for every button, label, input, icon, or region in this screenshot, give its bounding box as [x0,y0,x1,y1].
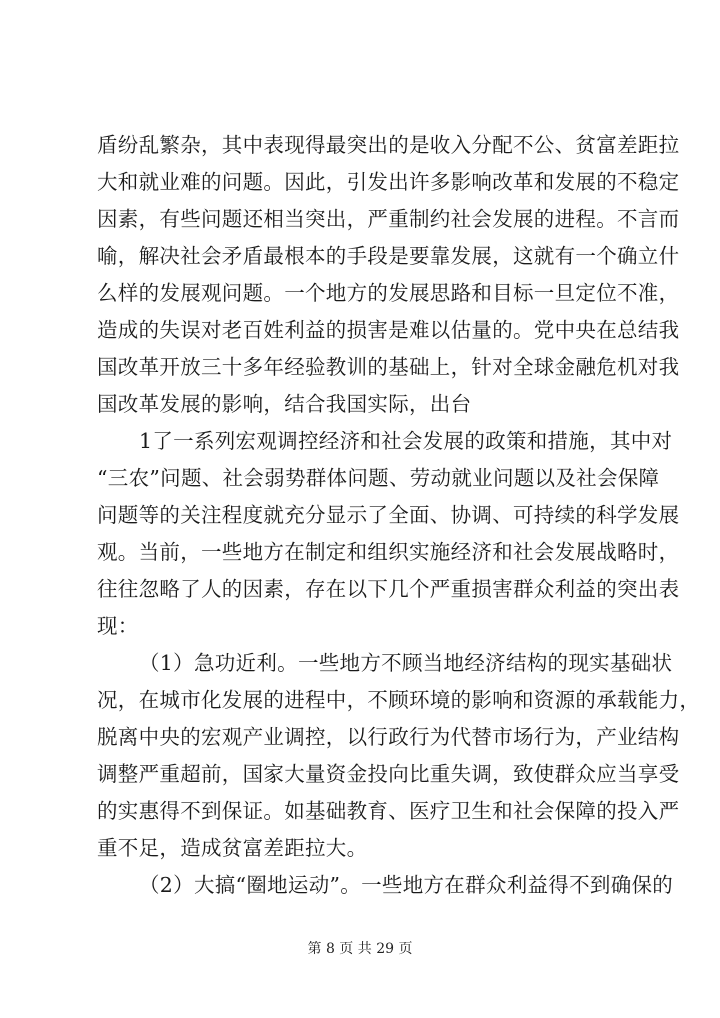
page-number-footer: 第 8 页 共 29 页 [307,941,413,957]
text-line: 么样的发展观问题。一个地方的发展思路和目标一旦定位不准， [97,281,680,305]
text-line: 的实惠得不到保证。如基础教育、医疗卫生和社会保障的投入严 [97,799,680,823]
text-line: 盾纷乱繁杂，其中表现得最突出的是收入分配不公、贫富差距拉 [97,133,680,157]
text-line: 调整严重超前，国家大量资金投向比重失调，致使群众应当享受 [97,762,680,786]
text-line: 观。当前，一些地方在制定和组织实施经济和社会发展战略时， [97,540,680,564]
text-line: （2）大搞“圈地运动”。一些地方在群众利益得不到确保的 [139,873,674,897]
text-line: 因素，有些问题还相当突出，严重制约社会发展的进程。不言而 [97,207,680,231]
text-line: 现： [97,614,139,638]
text-line: 大和就业难的问题。因此，引发出许多影响改革和发展的不稳定 [97,170,680,194]
text-line: 重不足，造成贫富差距拉大。 [97,836,368,860]
text-line: 喻，解决社会矛盾最根本的手段是要靠发展，这就有一个确立什 [97,244,680,268]
text-line: （1）急功近利。一些地方不顾当地经济结构的现实基础状 [139,651,673,675]
text-line: 往往忽略了人的因素，存在以下几个严重损害群众利益的突出表 [97,577,680,601]
text-line: 国改革发展的影响，结合我国实际，出台 [97,392,472,416]
text-line: 1了一系列宏观调控经济和社会发展的政策和措施，其中对 [139,429,673,453]
text-line: 造成的失误对老百姓利益的损害是难以估量的。党中央在总结我 [97,318,680,342]
text-line: 国改革开放三十多年经验教训的基础上，针对全球金融危机对我 [97,355,680,379]
text-line: 问题等的关注程度就充分显示了全面、协调、可持续的科学发展 [97,503,680,527]
text-line: “三农”问题、社会弱势群体问题、劳动就业问题以及社会保障 [97,466,660,490]
text-line: 脱离中央的宏观产业调控，以行政行为代替市场行为，产业结构 [97,725,680,749]
text-line: 况，在城市化发展的进程中，不顾环境的影响和资源的承载能力， [97,688,701,712]
